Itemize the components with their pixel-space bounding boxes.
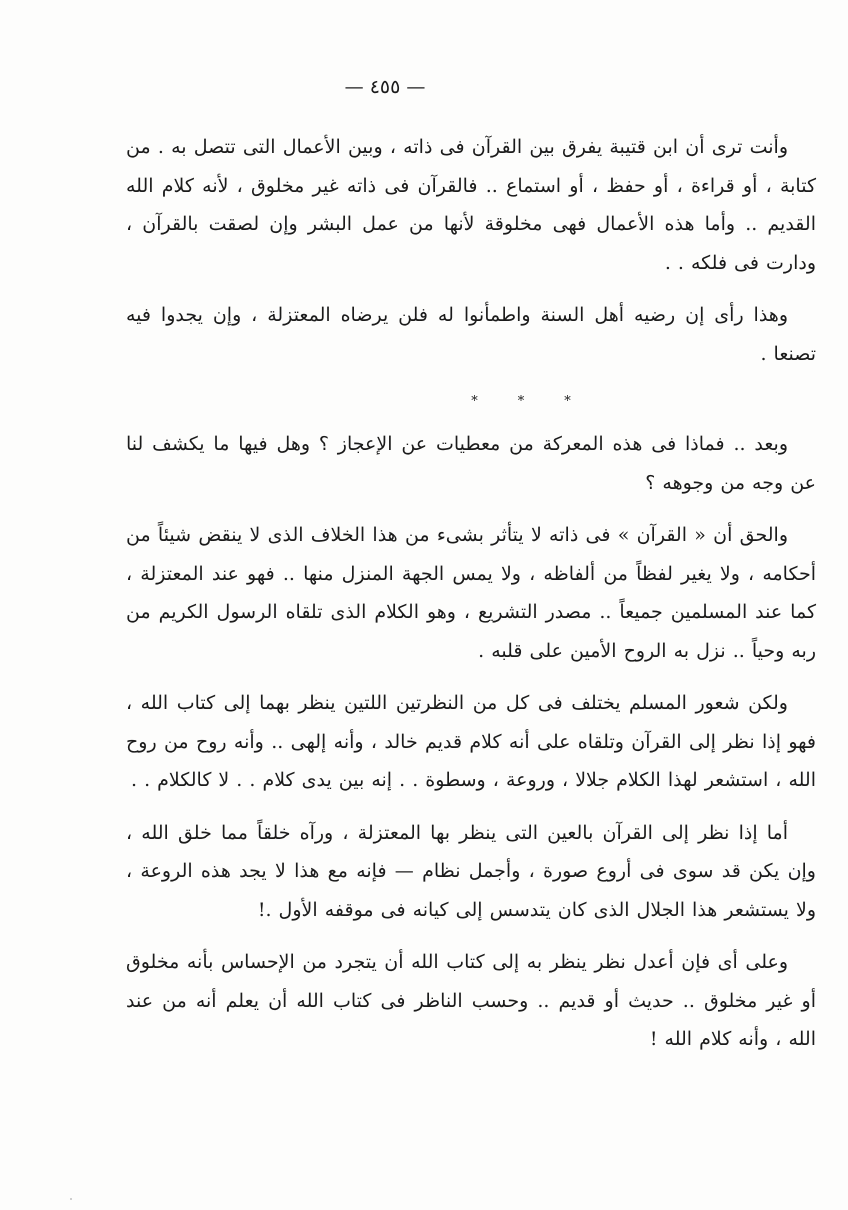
paragraph-conclusion: وعلى أى فإن أعدل نظر ينظر به إلى كتاب الله أن يتجرد من الإحساس بأنه مخلوق أو غير مخلوق .. حديث أو قديم .. وحسب الناظر فى كتاب الله أن يعلم أنه من عند الله ، وأنه كلام الله ! bbox=[126, 951, 816, 1050]
star-ornament: * bbox=[517, 393, 525, 409]
paragraph-question-ijaz: وبعد .. فماذا فى هذه المعركة من معطيات عن الإعجاز ؟ وهل فيها ما يكشف لنا عن وجه من وجوهه ؟ bbox=[126, 433, 816, 494]
section-separator bbox=[126, 383, 816, 419]
star-ornament: * bbox=[471, 393, 478, 409]
page-number: — ٤٥٥ — bbox=[344, 76, 426, 98]
paragraph-muslim-feeling: ولكن شعور المسلم يختلف فى كل من النظرتين اللتين ينظر بهما إلى كتاب الله ، فهو إذا نظر إلى القرآن وتلقاه على أنه كلام قديم خالد ، وأنه إلهى .. وأنه روح من روح الله ، استشعر لهذا الكلام جلالا ، وروعة ، وسطوة . . إنه بين يدى كلام . . لا كالكلام . . bbox=[126, 692, 816, 791]
star-ornament: * bbox=[564, 393, 571, 409]
paragraph-truth-quran: والحق أن « القرآن » فى ذاته لا يتأثر بشىء من هذا الخلاف الذى لا ينقض شيئاً من أحكامه ، ولا يغير لفظاً من ألفاظه ، ولا يمس الجهة المنزل منها .. فهو عند المعتزلة ، كما عند المسلمين جميعاً .. مصدر التشريع ، وهو الكلام الذى تلقاه الرسول الكريم من ربه وحياً .. نزل به الروح الأمين على قلبه . bbox=[126, 524, 816, 662]
paragraph-ahl-sunnah-opinion: وهذا رأى إن رضيه أهل السنة واطمأنوا له فلن يرضاه المعتزلة ، وإن يجدوا فيه تصنعا . bbox=[126, 304, 816, 365]
paragraph-ibn-qutaybah: وأنت ترى أن ابن قتيبة يفرق بين القرآن فى ذاته ، وبين الأعمال التى تتصل به . من كتابة ، أو قراءة ، أو حفظ ، أو استماع .. فالقرآن فى ذاته غير مخلوق ، لأنه كلام الله القديم .. وأما هذه الأعمال فهى مخلوقة لأنها من عمل البشر وإن لصقت بالقرآن ، ودارت فى فلكه . . bbox=[126, 136, 816, 274]
body-text bbox=[126, 128, 816, 1073]
paragraph-mutazilah-view: أما إذا نظر إلى القرآن بالعين التى ينظر بها المعتزلة ، ورآه خلقاً مما خلق الله ، وإن يكن قد سوى فى أروع صورة ، وأجمل نظام — فإنه مع هذا لا يجد هذه الروعة ، ولا يستشعر هذا الجلال الذى كان يتدسس إلى كيانه فى موقفه الأول .! bbox=[126, 821, 816, 921]
scan-speck bbox=[70, 1198, 72, 1200]
